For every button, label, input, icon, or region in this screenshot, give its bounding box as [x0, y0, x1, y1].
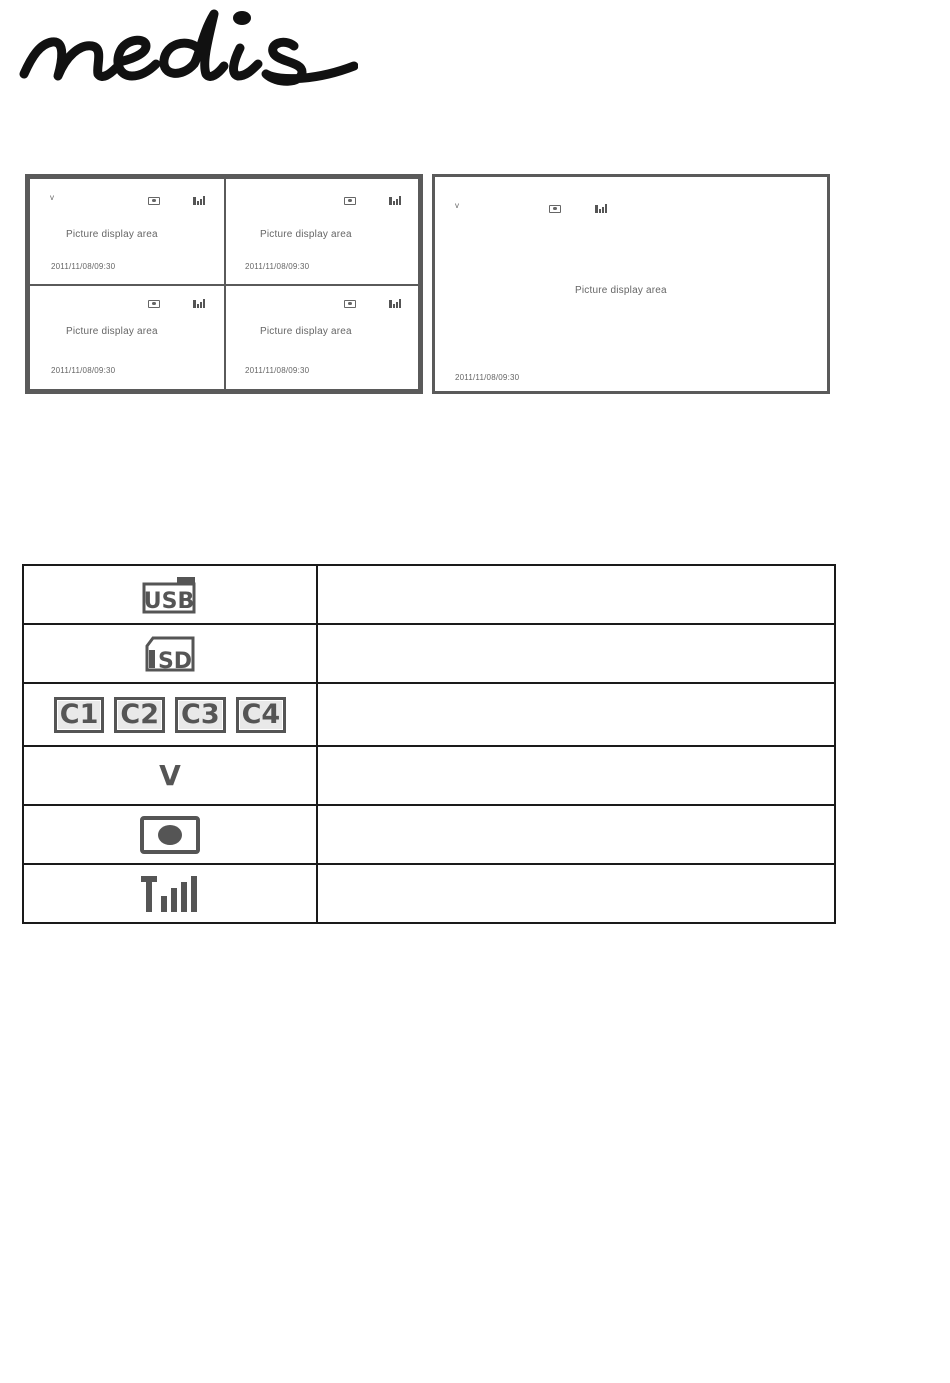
usb-icon-text: USB [143, 588, 195, 614]
v-icon: V [159, 759, 181, 792]
logo-text: nedis [18, 4, 21, 5]
signal-strength-icon [193, 299, 205, 308]
record-icon [344, 197, 356, 205]
usb-description [317, 565, 835, 624]
signal-strength-icon [389, 299, 401, 308]
record-icon [549, 205, 561, 213]
record-icon [148, 197, 160, 205]
picture-display-area-label: Picture display area [260, 229, 352, 240]
quad-cell-1 [28, 177, 226, 286]
picture-display-area-label: Picture display area [575, 285, 667, 296]
table-row-signal [23, 864, 835, 923]
timestamp: 2011/11/08/09:30 [245, 262, 310, 271]
quad-cell-4 [224, 284, 420, 391]
timestamp: 2011/11/08/09:30 [51, 262, 116, 271]
signal-strength-icon [595, 204, 607, 213]
sd-card-icon [141, 634, 199, 674]
usb-icon [141, 575, 199, 615]
v-indicator: v [455, 201, 460, 210]
table-row-usb [23, 565, 835, 624]
record-description [317, 805, 835, 864]
signal-strength-icon [389, 196, 401, 205]
timestamp: 2011/11/08/09:30 [245, 366, 310, 375]
sd-description [317, 624, 835, 683]
record-icon [148, 300, 160, 308]
picture-display-area-label: Picture display area [66, 326, 158, 337]
channel-c1-icon: C1 [54, 697, 105, 733]
table-row-record [23, 805, 835, 864]
channel-c4-icon: C4 [236, 697, 287, 733]
quad-view-screen [25, 174, 423, 394]
sd-icon-text: SD [157, 648, 193, 674]
v-description [317, 746, 835, 805]
table-row-sd [23, 624, 835, 683]
signal-description [317, 864, 835, 923]
record-icon [139, 815, 201, 855]
signal-strength-icon [193, 196, 205, 205]
timestamp: 2011/11/08/09:30 [455, 373, 520, 382]
signal-strength-icon [139, 874, 201, 914]
table-row-v [23, 746, 835, 805]
channels-description [317, 683, 835, 746]
single-view-screen [432, 174, 830, 394]
timestamp: 2011/11/08/09:30 [51, 366, 116, 375]
quad-cell-3 [28, 284, 226, 391]
channel-c3-icon: C3 [175, 697, 226, 733]
picture-display-area-label: Picture display area [260, 326, 352, 337]
channel-c2-icon: C2 [114, 697, 165, 733]
icon-legend-table [22, 564, 836, 924]
v-indicator: v [50, 193, 55, 202]
picture-display-area-label: Picture display area [66, 229, 158, 240]
record-icon [344, 300, 356, 308]
table-row-channels [23, 683, 835, 746]
nedis-logo [18, 4, 358, 90]
quad-cell-2 [224, 177, 420, 286]
